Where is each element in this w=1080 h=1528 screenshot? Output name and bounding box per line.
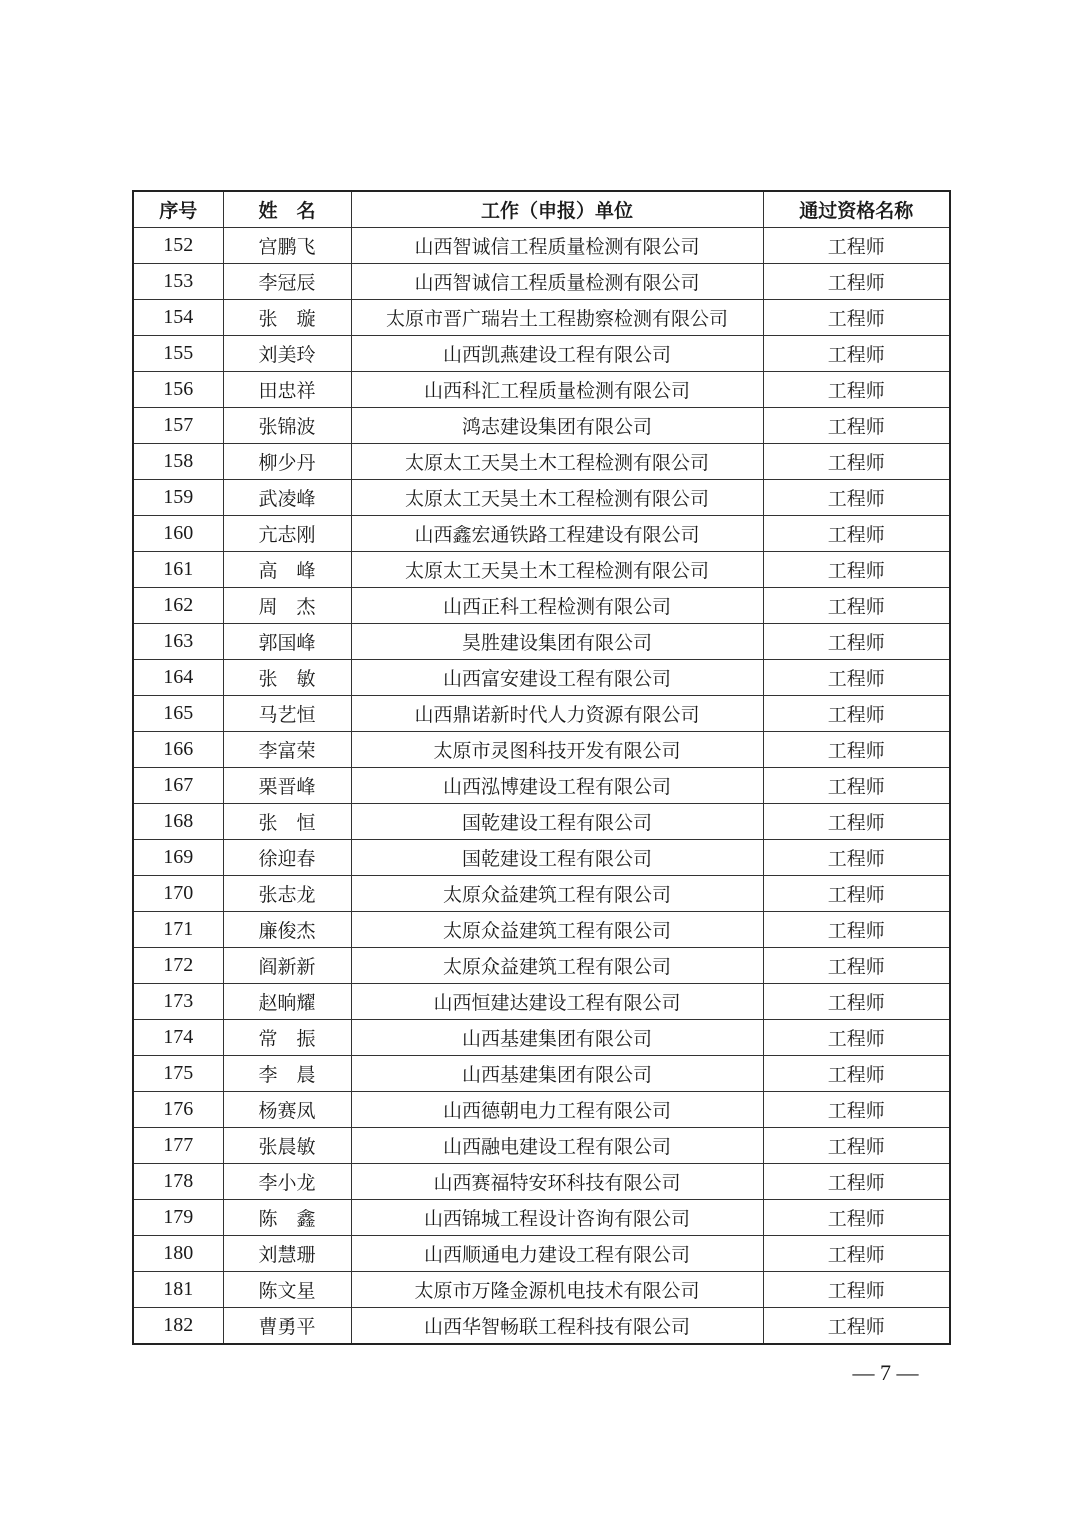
cell-no: 173 bbox=[133, 984, 223, 1020]
cell-no: 154 bbox=[133, 300, 223, 336]
cell-no: 176 bbox=[133, 1092, 223, 1128]
cell-qualification: 工程师 bbox=[763, 588, 950, 624]
cell-no: 152 bbox=[133, 228, 223, 264]
cell-no: 160 bbox=[133, 516, 223, 552]
cell-qualification: 工程师 bbox=[763, 300, 950, 336]
cell-name: 武凌峰 bbox=[223, 480, 351, 516]
cell-no: 164 bbox=[133, 660, 223, 696]
table-row bbox=[133, 624, 950, 660]
cell-no: 177 bbox=[133, 1128, 223, 1164]
cell-unit: 国乾建设工程有限公司 bbox=[351, 804, 763, 840]
cell-qualification: 工程师 bbox=[763, 372, 950, 408]
table-row bbox=[133, 696, 950, 732]
table-row bbox=[133, 336, 950, 372]
cell-unit: 山西凯燕建设工程有限公司 bbox=[351, 336, 763, 372]
cell-no: 161 bbox=[133, 552, 223, 588]
cell-unit: 太原太工天昊土木工程检测有限公司 bbox=[351, 444, 763, 480]
cell-unit: 山西基建集团有限公司 bbox=[351, 1056, 763, 1092]
table-row bbox=[133, 948, 950, 984]
cell-unit: 太原众益建筑工程有限公司 bbox=[351, 912, 763, 948]
cell-qualification: 工程师 bbox=[763, 516, 950, 552]
cell-qualification: 工程师 bbox=[763, 1056, 950, 1092]
cell-qualification: 工程师 bbox=[763, 1272, 950, 1308]
table-row bbox=[133, 912, 950, 948]
cell-unit: 太原市晋广瑞岩土工程勘察检测有限公司 bbox=[351, 300, 763, 336]
cell-unit: 太原太工天昊土木工程检测有限公司 bbox=[351, 480, 763, 516]
cell-no: 181 bbox=[133, 1272, 223, 1308]
table-row bbox=[133, 516, 950, 552]
cell-no: 174 bbox=[133, 1020, 223, 1056]
cell-no: 165 bbox=[133, 696, 223, 732]
cell-name: 李冠辰 bbox=[223, 264, 351, 300]
cell-unit: 太原众益建筑工程有限公司 bbox=[351, 948, 763, 984]
cell-no: 178 bbox=[133, 1164, 223, 1200]
cell-qualification: 工程师 bbox=[763, 840, 950, 876]
table-row bbox=[133, 732, 950, 768]
cell-name: 廉俊杰 bbox=[223, 912, 351, 948]
header-unit: 工作（申报）单位 bbox=[351, 191, 763, 228]
table-row bbox=[133, 1020, 950, 1056]
cell-no: 162 bbox=[133, 588, 223, 624]
table-header-row bbox=[133, 191, 950, 228]
table-row bbox=[133, 1128, 950, 1164]
cell-name: 李 晨 bbox=[223, 1056, 351, 1092]
cell-name: 张 璇 bbox=[223, 300, 351, 336]
cell-unit: 山西鼎诺新时代人力资源有限公司 bbox=[351, 696, 763, 732]
cell-name: 曹勇平 bbox=[223, 1308, 351, 1345]
cell-qualification: 工程师 bbox=[763, 336, 950, 372]
cell-unit: 山西智诚信工程质量检测有限公司 bbox=[351, 264, 763, 300]
cell-no: 179 bbox=[133, 1200, 223, 1236]
cell-name: 李小龙 bbox=[223, 1164, 351, 1200]
cell-unit: 山西顺通电力建设工程有限公司 bbox=[351, 1236, 763, 1272]
cell-unit: 山西科汇工程质量检测有限公司 bbox=[351, 372, 763, 408]
cell-no: 171 bbox=[133, 912, 223, 948]
table-row bbox=[133, 1272, 950, 1308]
cell-name: 陈 鑫 bbox=[223, 1200, 351, 1236]
cell-unit: 山西德朝电力工程有限公司 bbox=[351, 1092, 763, 1128]
cell-unit: 鸿志建设集团有限公司 bbox=[351, 408, 763, 444]
cell-no: 175 bbox=[133, 1056, 223, 1092]
cell-qualification: 工程师 bbox=[763, 804, 950, 840]
cell-unit: 太原太工天昊土木工程检测有限公司 bbox=[351, 552, 763, 588]
cell-name: 马艺恒 bbox=[223, 696, 351, 732]
cell-unit: 太原市灵图科技开发有限公司 bbox=[351, 732, 763, 768]
cell-unit: 国乾建设工程有限公司 bbox=[351, 840, 763, 876]
table-row bbox=[133, 984, 950, 1020]
cell-qualification: 工程师 bbox=[763, 264, 950, 300]
header-no: 序号 bbox=[133, 191, 223, 228]
page-number: — 7 — bbox=[852, 1360, 919, 1385]
cell-no: 182 bbox=[133, 1308, 223, 1345]
cell-name: 田忠祥 bbox=[223, 372, 351, 408]
table-row bbox=[133, 264, 950, 300]
cell-name: 宫鹏飞 bbox=[223, 228, 351, 264]
cell-name: 郭国峰 bbox=[223, 624, 351, 660]
cell-no: 172 bbox=[133, 948, 223, 984]
cell-no: 166 bbox=[133, 732, 223, 768]
table-row bbox=[133, 300, 950, 336]
cell-name: 高 峰 bbox=[223, 552, 351, 588]
cell-qualification: 工程师 bbox=[763, 1164, 950, 1200]
cell-unit: 山西锦城工程设计咨询有限公司 bbox=[351, 1200, 763, 1236]
cell-no: 153 bbox=[133, 264, 223, 300]
table-row bbox=[133, 552, 950, 588]
cell-no: 159 bbox=[133, 480, 223, 516]
cell-name: 刘美玲 bbox=[223, 336, 351, 372]
cell-qualification: 工程师 bbox=[763, 552, 950, 588]
table-row bbox=[133, 480, 950, 516]
cell-unit: 山西基建集团有限公司 bbox=[351, 1020, 763, 1056]
cell-unit: 昊胜建设集团有限公司 bbox=[351, 624, 763, 660]
table-body bbox=[133, 228, 950, 1345]
table-row bbox=[133, 1200, 950, 1236]
cell-name: 张晨敏 bbox=[223, 1128, 351, 1164]
header-name: 姓 名 bbox=[223, 191, 351, 228]
cell-name: 李富荣 bbox=[223, 732, 351, 768]
cell-qualification: 工程师 bbox=[763, 1308, 950, 1345]
cell-name: 张志龙 bbox=[223, 876, 351, 912]
table-row bbox=[133, 372, 950, 408]
cell-qualification: 工程师 bbox=[763, 444, 950, 480]
table-row bbox=[133, 804, 950, 840]
cell-unit: 山西恒建达建设工程有限公司 bbox=[351, 984, 763, 1020]
cell-unit: 山西华智畅联工程科技有限公司 bbox=[351, 1308, 763, 1345]
cell-qualification: 工程师 bbox=[763, 624, 950, 660]
cell-name: 亢志刚 bbox=[223, 516, 351, 552]
cell-no: 163 bbox=[133, 624, 223, 660]
cell-qualification: 工程师 bbox=[763, 228, 950, 264]
cell-no: 170 bbox=[133, 876, 223, 912]
cell-unit: 太原市万隆金源机电技术有限公司 bbox=[351, 1272, 763, 1308]
table-row bbox=[133, 228, 950, 264]
cell-no: 168 bbox=[133, 804, 223, 840]
table-row bbox=[133, 1056, 950, 1092]
table-row bbox=[133, 1308, 950, 1345]
cell-unit: 山西鑫宏通铁路工程建设有限公司 bbox=[351, 516, 763, 552]
cell-qualification: 工程师 bbox=[763, 876, 950, 912]
cell-name: 杨赛凤 bbox=[223, 1092, 351, 1128]
cell-name: 刘慧珊 bbox=[223, 1236, 351, 1272]
cell-name: 栗晋峰 bbox=[223, 768, 351, 804]
cell-qualification: 工程师 bbox=[763, 1092, 950, 1128]
table-row bbox=[133, 1164, 950, 1200]
table-row bbox=[133, 840, 950, 876]
table-row bbox=[133, 588, 950, 624]
cell-unit: 山西融电建设工程有限公司 bbox=[351, 1128, 763, 1164]
cell-no: 167 bbox=[133, 768, 223, 804]
cell-name: 张 恒 bbox=[223, 804, 351, 840]
cell-qualification: 工程师 bbox=[763, 660, 950, 696]
cell-name: 赵晌耀 bbox=[223, 984, 351, 1020]
qualification-table bbox=[132, 190, 951, 1345]
table-row bbox=[133, 1236, 950, 1272]
cell-no: 156 bbox=[133, 372, 223, 408]
cell-no: 157 bbox=[133, 408, 223, 444]
cell-no: 158 bbox=[133, 444, 223, 480]
cell-name: 陈文星 bbox=[223, 1272, 351, 1308]
cell-name: 柳少丹 bbox=[223, 444, 351, 480]
qualification-table-container bbox=[132, 190, 949, 1345]
table-row bbox=[133, 1092, 950, 1128]
cell-name: 张 敏 bbox=[223, 660, 351, 696]
table-row bbox=[133, 660, 950, 696]
cell-qualification: 工程师 bbox=[763, 768, 950, 804]
table-row bbox=[133, 768, 950, 804]
cell-unit: 山西富安建设工程有限公司 bbox=[351, 660, 763, 696]
cell-qualification: 工程师 bbox=[763, 1236, 950, 1272]
cell-name: 阎新新 bbox=[223, 948, 351, 984]
cell-no: 180 bbox=[133, 1236, 223, 1272]
cell-unit: 山西赛福特安环科技有限公司 bbox=[351, 1164, 763, 1200]
cell-qualification: 工程师 bbox=[763, 984, 950, 1020]
cell-no: 155 bbox=[133, 336, 223, 372]
cell-qualification: 工程师 bbox=[763, 1020, 950, 1056]
table-row bbox=[133, 408, 950, 444]
table-row bbox=[133, 876, 950, 912]
cell-qualification: 工程师 bbox=[763, 480, 950, 516]
cell-unit: 太原众益建筑工程有限公司 bbox=[351, 876, 763, 912]
cell-qualification: 工程师 bbox=[763, 948, 950, 984]
cell-unit: 山西正科工程检测有限公司 bbox=[351, 588, 763, 624]
cell-name: 周 杰 bbox=[223, 588, 351, 624]
cell-name: 张锦波 bbox=[223, 408, 351, 444]
header-qualification: 通过资格名称 bbox=[763, 191, 950, 228]
cell-name: 徐迎春 bbox=[223, 840, 351, 876]
cell-unit: 山西智诚信工程质量检测有限公司 bbox=[351, 228, 763, 264]
cell-unit: 山西泓博建设工程有限公司 bbox=[351, 768, 763, 804]
cell-qualification: 工程师 bbox=[763, 696, 950, 732]
cell-qualification: 工程师 bbox=[763, 732, 950, 768]
cell-qualification: 工程师 bbox=[763, 408, 950, 444]
cell-no: 169 bbox=[133, 840, 223, 876]
cell-qualification: 工程师 bbox=[763, 1200, 950, 1236]
table-row bbox=[133, 444, 950, 480]
cell-qualification: 工程师 bbox=[763, 912, 950, 948]
cell-qualification: 工程师 bbox=[763, 1128, 950, 1164]
cell-name: 常 振 bbox=[223, 1020, 351, 1056]
